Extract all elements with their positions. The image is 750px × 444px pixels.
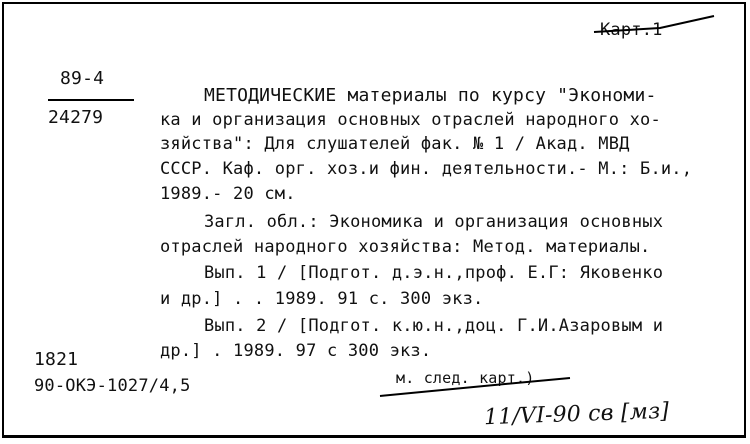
- bottom-left-number: 1821: [34, 349, 79, 370]
- issue-1-line-2: и др.] . . 1989. 91 с. 300 экз.: [160, 289, 484, 309]
- handwritten-note: 11/VI-90 св [мз]: [483, 398, 670, 431]
- continued-note: м. след. карт.): [396, 369, 535, 387]
- catalog-card: [2, 2, 746, 438]
- issue-2-line-2: др.] . 1989. 97 с 300 экз.: [160, 341, 432, 361]
- card-reference-strike: [590, 10, 720, 40]
- continued-note-strike: [374, 364, 584, 404]
- title-line: МЕТОДИЧЕСКИЕ материалы по курсу "Экономи-: [204, 85, 657, 106]
- description-line-3: СССР. Каф. орг. хоз.и фин. деятельности.- М.: Б.и.,: [160, 159, 693, 179]
- cover-title-line-1: Загл. обл.: Экономика и организация основных: [204, 212, 664, 232]
- description-line-1: ка и организация основных отраслей народного хо-: [160, 110, 661, 130]
- description-line-4: 1989.- 20 см.: [160, 184, 296, 204]
- classification-code: 89-4: [60, 68, 105, 89]
- issue-1-line-1: Вып. 1 / [Подгот. д.э.н.,проф. Е.Г: Яковенко: [204, 263, 664, 283]
- bottom-left-code: 90-ОКЭ-1027/4,5: [34, 376, 191, 396]
- classification-number: 24279: [48, 107, 104, 128]
- card-reference: Карт.1: [600, 20, 663, 40]
- description-line-2: зяйства": Для слушателей фак. № 1 / Акад. МВД: [160, 134, 630, 154]
- issue-2-line-1: Вып. 2 / [Подгот. к.ю.н.,доц. Г.И.Азаровым и: [204, 316, 664, 336]
- cover-title-line-2: отраслей народного хозяйства: Метод. материалы.: [160, 237, 651, 257]
- classification-divider: [48, 99, 134, 101]
